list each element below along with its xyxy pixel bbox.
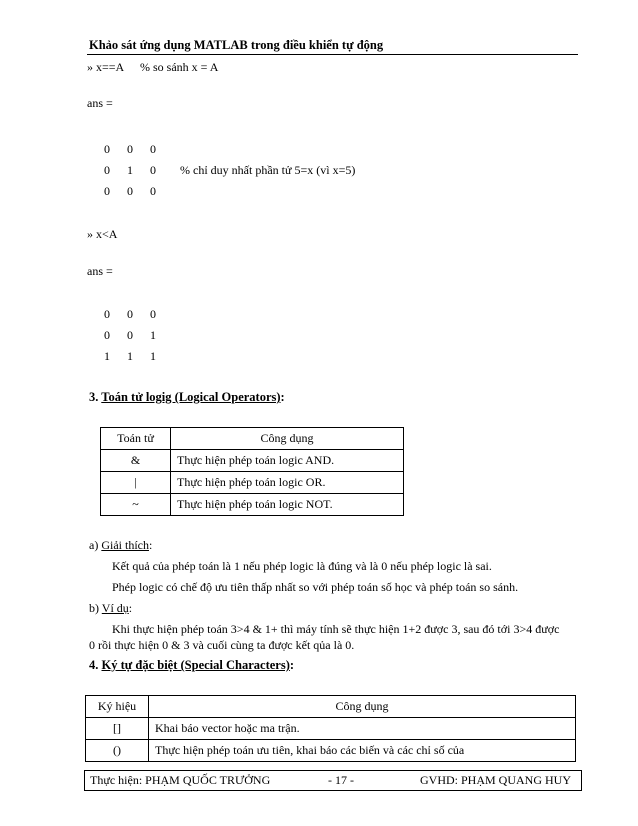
command-line: » x==A bbox=[87, 60, 125, 74]
table-header-row bbox=[86, 696, 576, 718]
footer-advisor: GVHD: PHẠM QUANG HUY bbox=[419, 773, 571, 787]
operator-cell: & bbox=[101, 450, 171, 472]
row-comment: % chỉ duy nhất phần tử 5=x (vì x=5) bbox=[180, 163, 356, 177]
label-prefix: b) bbox=[89, 601, 102, 615]
example-label bbox=[89, 601, 132, 616]
description-cell: Thực hiện phép toán ưu tiên, khai báo các biến và các chỉ số của bbox=[149, 740, 576, 762]
symbol-cell: [] bbox=[86, 718, 149, 740]
label-text: Ví dụ bbox=[101, 601, 129, 615]
example-line-2: 0 rồi thực hiện 0 & 3 và cuối cùng ta được kết qủa là 0. bbox=[89, 638, 355, 652]
special-characters-table bbox=[85, 695, 576, 762]
matrix-cell: 0 bbox=[150, 184, 156, 198]
matrix-cell: 0 bbox=[127, 328, 133, 342]
matrix-cell: 0 bbox=[127, 184, 133, 198]
matrix-cell: 0 bbox=[104, 307, 110, 321]
label-text: Giải thích bbox=[101, 538, 149, 552]
operator-cell: ~ bbox=[101, 494, 171, 516]
section-4-heading bbox=[89, 658, 294, 673]
matrix-cell: 1 bbox=[150, 349, 156, 363]
ans-label: ans = bbox=[87, 96, 113, 110]
label-suffix: : bbox=[148, 538, 153, 552]
table-header-cell: Toán tử bbox=[101, 428, 171, 450]
table-row bbox=[101, 450, 404, 472]
matrix-cell: 0 bbox=[150, 142, 156, 156]
explain-line-2: Phép logic có chế độ ưu tiên thấp nhất so với phép toán số học và phép toán so sánh. bbox=[112, 580, 519, 594]
table-row bbox=[86, 718, 576, 740]
page-header-title: Khảo sát ứng dụng MATLAB trong điều khiển tự động bbox=[89, 38, 384, 52]
table-row bbox=[101, 472, 404, 494]
command-line: » x<A bbox=[87, 227, 118, 241]
section-title: Ký tự đặc biệt (Special Characters) bbox=[101, 658, 290, 672]
command-comment: % so sánh x = A bbox=[140, 60, 219, 74]
matrix-cell: 0 bbox=[127, 307, 133, 321]
section-number: 4. bbox=[89, 658, 99, 672]
matrix-cell: 1 bbox=[150, 328, 156, 342]
symbol-cell: () bbox=[86, 740, 149, 762]
page-footer bbox=[84, 770, 582, 791]
matrix-cell: 0 bbox=[150, 163, 156, 177]
description-cell: Khai báo vector hoặc ma trận. bbox=[149, 718, 576, 740]
matrix-cell: 0 bbox=[104, 328, 110, 342]
matrix-cell: 0 bbox=[104, 184, 110, 198]
section-title: Toán tử logig (Logical Operators) bbox=[101, 390, 281, 404]
table-header-cell: Công dụng bbox=[171, 428, 404, 450]
ans-label: ans = bbox=[87, 264, 113, 278]
matrix-cell: 0 bbox=[150, 307, 156, 321]
matrix-cell: 0 bbox=[104, 142, 110, 156]
table-row bbox=[101, 494, 404, 516]
section-3-heading bbox=[89, 390, 285, 405]
matrix-cell: 1 bbox=[104, 349, 110, 363]
explain-label bbox=[89, 538, 152, 553]
description-cell: Thực hiện phép toán logic NOT. bbox=[171, 494, 404, 516]
matrix-cell: 1 bbox=[127, 349, 133, 363]
table-header-cell: Ký hiệu bbox=[86, 696, 149, 718]
description-cell: Thực hiện phép toán logic OR. bbox=[171, 472, 404, 494]
matrix-cell: 0 bbox=[127, 142, 133, 156]
page-number: - 17 - bbox=[328, 773, 354, 787]
logical-operators-table bbox=[100, 427, 404, 516]
table-header-cell: Công dụng bbox=[149, 696, 576, 718]
matrix-cell: 1 bbox=[127, 163, 133, 177]
table-row bbox=[86, 740, 576, 762]
footer-author: Thực hiện: PHẠM QUỐC TRƯỞNG bbox=[90, 773, 271, 787]
label-suffix: : bbox=[128, 601, 133, 615]
label-prefix: a) bbox=[89, 538, 102, 552]
matrix-cell: 0 bbox=[104, 163, 110, 177]
header-rule bbox=[87, 54, 578, 55]
operator-cell: | bbox=[101, 472, 171, 494]
explain-line-1: Kết quả của phép toán là 1 nếu phép logic là đúng và là 0 nếu phép logic là sai. bbox=[112, 559, 492, 573]
description-cell: Thực hiện phép toán logic AND. bbox=[171, 450, 404, 472]
example-line-1: Khi thực hiện phép toán 3>4 & 1+ thì máy tính sẽ thực hiện 1+2 được 3, sau đó tới 3>4 được bbox=[112, 622, 560, 636]
table-header-row bbox=[101, 428, 404, 450]
section-colon: : bbox=[280, 390, 285, 404]
section-number: 3. bbox=[89, 390, 99, 404]
section-colon: : bbox=[289, 658, 295, 672]
